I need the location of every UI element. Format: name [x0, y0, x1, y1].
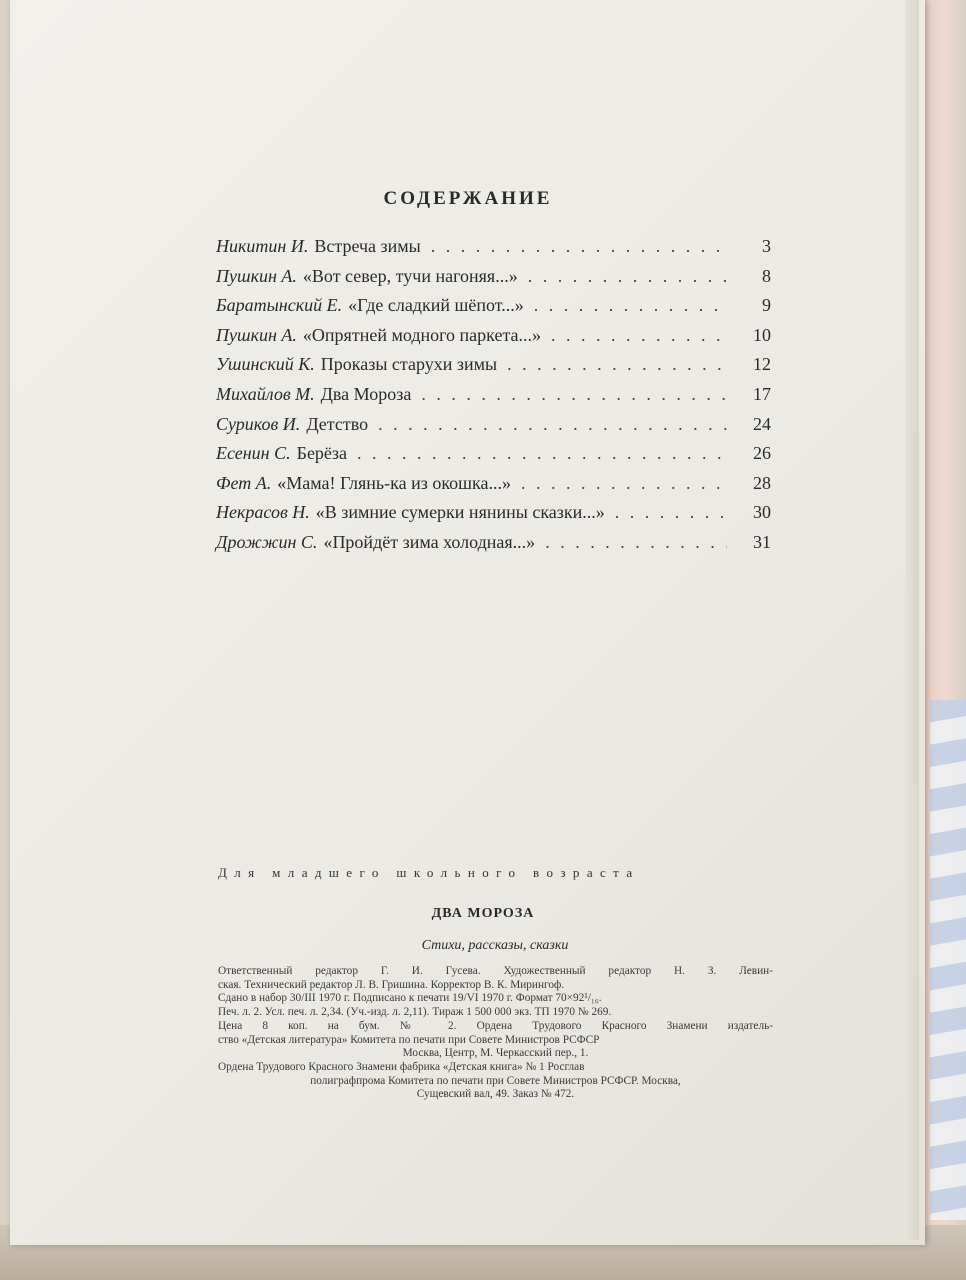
- toc-entry[interactable]: [216, 473, 771, 503]
- toc-author: Суриков И.: [216, 413, 301, 434]
- toc-title: «Вот север, тучи нагоняя...»: [302, 265, 518, 286]
- imprint-line: Москва, Центр, М. Черкасский пер., 1.: [402, 1047, 589, 1060]
- toc-author: Ушинский К.: [216, 354, 315, 375]
- toc-title: Встреча зимы: [314, 236, 421, 256]
- toc-title: Берёза: [296, 443, 348, 464]
- toc-title: Проказы старухи зимы: [320, 354, 498, 375]
- toc-page-number: 8: [762, 265, 771, 286]
- toc-author: Некрасов Н.: [216, 502, 310, 523]
- toc-page-number: 30: [753, 502, 771, 523]
- toc-entry[interactable]: [216, 325, 771, 355]
- toc-page-number: 12: [753, 354, 771, 375]
- dot-leader: [378, 414, 727, 435]
- toc-entry[interactable]: [216, 354, 771, 384]
- toc-author: Дрожжин С.: [216, 531, 318, 552]
- toc-entry[interactable]: [216, 384, 771, 414]
- dot-leader: [421, 384, 727, 405]
- book-subtitle: Стихи, рассказы, сказки: [421, 938, 569, 953]
- toc-title: «Где сладкий шёпот...»: [348, 295, 524, 316]
- toc-author: Михайлов М.: [216, 383, 315, 404]
- toc-page-number: 17: [753, 383, 771, 404]
- toc-page-number: 9: [762, 295, 771, 316]
- imprint-line: Цена 8 коп. на бум. № 2. Ордена Трудового Красного Знамени издатель-: [218, 1019, 773, 1032]
- imprint-line: ская. Технический редактор Л. В. Гришина. Корректор В. К. Мирингоф.: [218, 978, 565, 991]
- dot-leader: [431, 236, 727, 257]
- background-striped-cover: [930, 700, 966, 1220]
- toc-page-number: 10: [753, 324, 771, 345]
- toc-title: «Пройдёт зима холодная...»: [323, 531, 536, 552]
- toc-entry[interactable]: [216, 414, 771, 444]
- imprint-line: Печ. л. 2. Усл. печ. л. 2,34. (Уч.-изд. л. 2,11). Тираж 1 500 000 экз. ТП 1970 № 269.: [218, 1006, 612, 1019]
- dot-leader: [507, 354, 727, 375]
- imprint-line: ство «Детская литература» Комитета по печати при Совете Министров РСФСР: [218, 1033, 600, 1046]
- dot-leader: [615, 502, 727, 523]
- toc-author: Есенин С.: [216, 443, 291, 464]
- imprint-line: Ответственный редактор Г. И. Гусева. Художественный редактор Н. З. Левин-: [218, 965, 773, 977]
- imprint-line: Ордена Трудового Красного Знамени фабрика «Детская книга» № 1 Росглав: [218, 1060, 585, 1073]
- age-group-note: Для младшего школьного возраста: [218, 865, 640, 880]
- toc-author: Пушкин А.: [216, 324, 297, 345]
- dot-leader: [551, 325, 727, 346]
- imprint-line: полиграфпрома Комитета по печати при Совете Министров РСФСР. Москва,: [310, 1074, 681, 1087]
- page-edge: [905, 0, 919, 1240]
- toc-page-number: 26: [753, 443, 771, 464]
- toc-entry[interactable]: [216, 236, 771, 266]
- dot-leader: [357, 443, 727, 464]
- toc-heading: СОДЕРЖАНИЕ: [383, 188, 553, 209]
- toc-author: Никитин И.: [216, 236, 309, 256]
- toc-title: «Мама! Глянь-ка из окошка...»: [277, 472, 511, 493]
- imprint-line: Сущевский вал, 49. Заказ № 472.: [416, 1088, 575, 1101]
- toc-entry[interactable]: [216, 502, 771, 532]
- imprint-line: Сдано в набор 30/III 1970 г. Подписано к печати 19/VI 1970 г. Формат 70×92¹/₁₆.: [218, 992, 602, 1005]
- toc-author: Фет А.: [216, 472, 272, 493]
- toc-author: Баратынский Е.: [216, 295, 343, 316]
- dot-leader: [534, 295, 727, 316]
- dot-leader: [528, 266, 727, 287]
- toc-entry[interactable]: [216, 266, 771, 296]
- table-of-contents: [216, 236, 771, 562]
- toc-title: «В зимние сумерки нянины сказки...»: [315, 502, 605, 523]
- toc-page-number: 28: [753, 472, 771, 493]
- imprint-block: [218, 965, 773, 1102]
- toc-page-number: 3: [762, 236, 771, 256]
- toc-entry[interactable]: [216, 443, 771, 473]
- dot-leader: [545, 532, 727, 553]
- book-title: ДВА МОРОЗА: [431, 906, 535, 921]
- toc-page-number: 31: [753, 531, 771, 552]
- toc-entry[interactable]: [216, 295, 771, 325]
- dot-leader: [521, 473, 727, 494]
- toc-author: Пушкин А.: [216, 265, 297, 286]
- toc-entry[interactable]: [216, 532, 771, 562]
- toc-title: Детство: [306, 413, 369, 434]
- toc-title: «Опрятней модного паркета...»: [302, 324, 542, 345]
- toc-title: Два Мороза: [320, 383, 412, 404]
- toc-page-number: 24: [753, 413, 771, 434]
